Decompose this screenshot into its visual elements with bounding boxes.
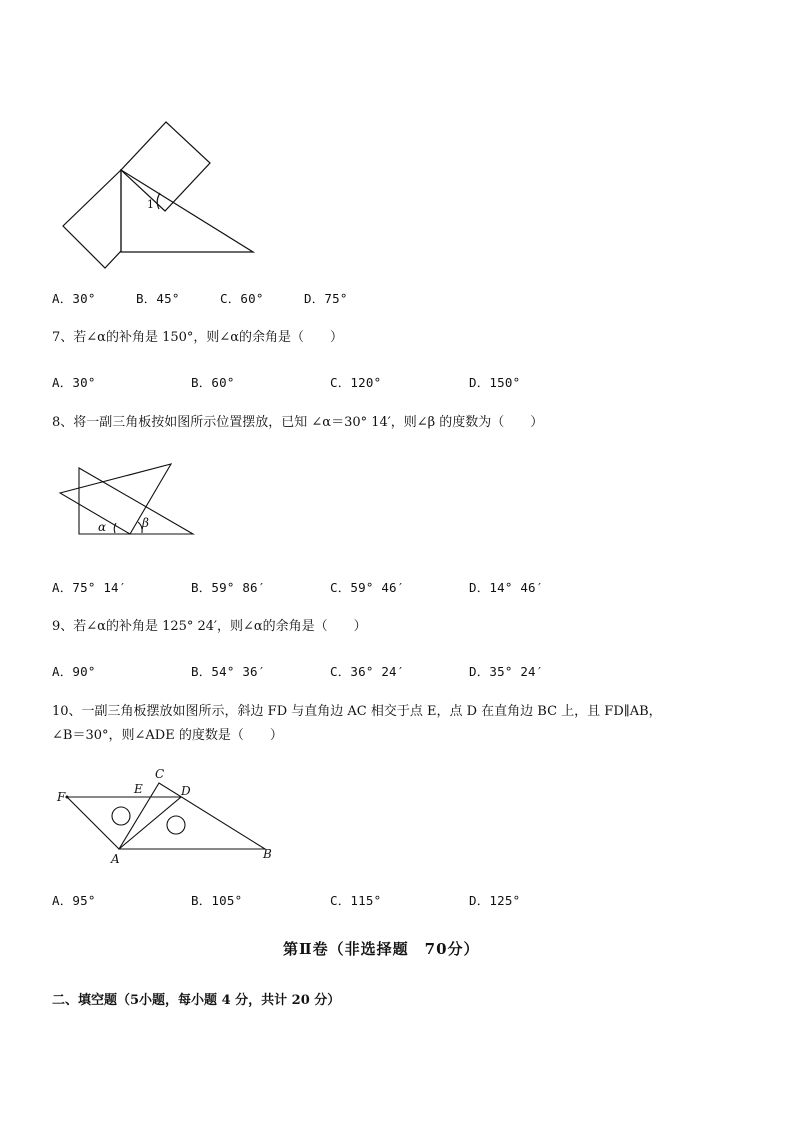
q10-option-b[interactable]: B．105° bbox=[191, 893, 243, 908]
q9-option-a[interactable]: A．90° bbox=[52, 664, 96, 679]
q10-label-b: B bbox=[263, 847, 272, 861]
q10-label-e: E bbox=[134, 782, 143, 796]
q7-stem: 7、若∠α的补角是 150°，则∠α的余角是（ ） bbox=[52, 330, 344, 345]
q9-stem: 9、若∠α的补角是 125° 24′，则∠α的余角是（ ） bbox=[52, 619, 367, 634]
q9-option-d[interactable]: D．35° 24′ bbox=[469, 664, 544, 679]
q8-option-a[interactable]: A．75° 14′ bbox=[52, 580, 127, 595]
q8-option-d[interactable]: D．14° 46′ bbox=[469, 580, 544, 595]
q6-figure bbox=[55, 115, 275, 275]
section-title: 第Ⅱ卷（非选择题 70分） bbox=[283, 940, 480, 958]
q6-option-b[interactable]: B．45° bbox=[136, 291, 180, 306]
q8-stem: 8、将一副三角板按如图所示位置摆放，已知 ∠α＝30° 14′，则∠β 的度数为（ ） bbox=[52, 415, 544, 430]
q9-option-b[interactable]: B．54° 36′ bbox=[191, 664, 266, 679]
q8-option-c[interactable]: C．59° 46′ bbox=[330, 580, 405, 595]
q10-label-d: D bbox=[181, 784, 191, 798]
q8-beta-label: β bbox=[142, 516, 149, 530]
q10-label-c: C bbox=[155, 767, 165, 781]
q8-figure bbox=[55, 460, 200, 540]
q7-option-a[interactable]: A．30° bbox=[52, 375, 96, 390]
q8-alpha-label: α bbox=[98, 520, 107, 534]
q7-option-b[interactable]: B．60° bbox=[191, 375, 235, 390]
q7-option-d[interactable]: D．150° bbox=[469, 375, 521, 390]
q6-option-d[interactable]: D．75° bbox=[304, 291, 348, 306]
q10-figure bbox=[55, 765, 285, 870]
q10-stem-line1: 10、一副三角板摆放如图所示，斜边 FD 与直角边 AC 相交于点 E，点 D 在直角边 BC 上，且 FD∥AB， bbox=[52, 704, 662, 719]
q10-option-d[interactable]: D．125° bbox=[469, 893, 521, 908]
q7-option-c[interactable]: C．120° bbox=[330, 375, 382, 390]
q6-option-a[interactable]: A．30° bbox=[52, 291, 96, 306]
q10-label-a: A bbox=[111, 852, 120, 866]
q10-stem-line2: ∠B＝30°，则∠ADE 的度数是（ ） bbox=[52, 728, 283, 743]
q10-option-a[interactable]: A．95° bbox=[52, 893, 96, 908]
part-title: 二、填空题（5小题，每小题 4 分，共计 20 分） bbox=[52, 993, 341, 1008]
q6-option-c[interactable]: C．60° bbox=[220, 291, 264, 306]
q9-option-c[interactable]: C．36° 24′ bbox=[330, 664, 405, 679]
q8-option-b[interactable]: B．59° 86′ bbox=[191, 580, 266, 595]
q6-angle-label: 1 bbox=[147, 198, 154, 211]
q10-option-c[interactable]: C．115° bbox=[330, 893, 382, 908]
q10-label-f: F bbox=[57, 790, 66, 804]
